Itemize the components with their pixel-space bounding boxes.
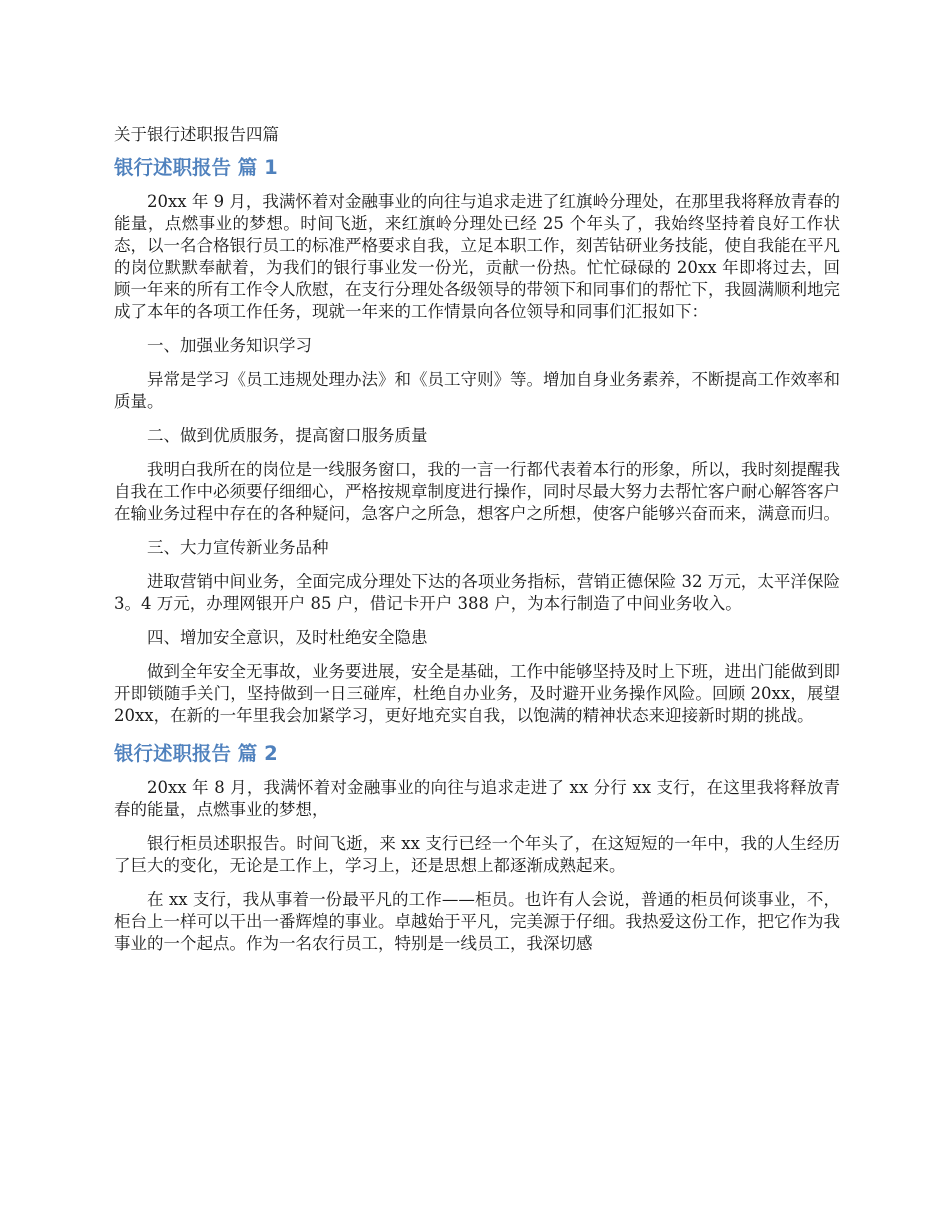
document-title: 关于银行述职报告四篇 [114,125,279,144]
document-content [114,124,840,967]
section-heading-1: 银行述职报告 篇 1 [114,156,278,179]
section-heading-2: 银行述职报告 篇 2 [114,742,278,765]
paragraph: 20xx 年 8 月，我满怀着对金融事业的向往与追求走进了 xx 分行 xx 支行，在这里我将释放青春的能量，点燃事业的梦想， [114,778,840,819]
paragraph: 异常是学习《员工违规处理办法》和《员工守则》等。增加自身业务素养，不断提高工作效率和质量。 [114,370,840,411]
paragraph: 做到全年安全无事故，业务要进展，安全是基础，工作中能够坚持及时上下班，进出门能做到即开即锁随手关门，坚持做到一日三碰库，杜绝自办业务，及时避开业务操作风险。回顾 20xx，展望 20xx，在新的一年里我会加紧学习，更好地充实自我，以饱满的精神状态来迎接新时期的挑战。 [114,662,840,725]
paragraph: 20xx 年 9 月，我满怀着对金融事业的向往与追求走进了红旗岭分理处，在那里我将释放青春的能量，点燃事业的梦想。时间飞逝，来红旗岭分理处已经 25 个年头了，我始终坚持着良好工作状态，以一名合格银行员工的标准严格要求自我，立足本职工作，刻苦钻研业务技能，使自我能在平凡的岗位默默奉献着，为我们的银行事业发一份光，贡献一份热。忙忙碌碌的 20xx 年即将过去，回顾一年来的所有工作令人欣慰，在支行分理处各级领导的带领下和同事们的帮忙下，我圆满顺利地完成了本年的各项工作任务，现就一年来的工作情景向各位领导和同事们汇报如下： [114,192,840,321]
subheading: 一、加强业务知识学习 [147,336,312,355]
paragraph: 进取营销中间业务，全面完成分理处下达的各项业务指标，营销正德保险 32 万元，太平洋保险 3。4 万元，办理网银开户 85 户，借记卡开户 388 户，为本行制造了中间业务收入。 [114,572,840,613]
paragraph: 我明白我所在的岗位是一线服务窗口，我的一言一行都代表着本行的形象，所以，我时刻提醒我自我在工作中必须要仔细细心，严格按规章制度进行操作，同时尽最大努力去帮忙客户耐心解答客户在输业务过程中存在的各种疑问，急客户之所急，想客户之所想，使客户能够兴奋而来，满意而归。 [114,460,840,523]
paragraph: 银行柜员述职报告。时间飞逝，来 xx 支行已经一个年头了，在这短短的一年中，我的人生经历了巨大的变化，无论是工作上，学习上，还是思想上都逐渐成熟起来。 [114,834,840,875]
subheading: 四、增加安全意识，及时杜绝安全隐患 [147,628,428,647]
paragraph: 在 xx 支行，我从事着一份最平凡的工作——柜员。也许有人会说，普通的柜员何谈事业，不，柜台上一样可以干出一番辉煌的事业。卓越始于平凡，完美源于仔细。我热爱这份工作，把它作为我事业的一个起点。作为一名农行员工，特别是一线员工，我深切感 [114,890,840,953]
subheading: 二、做到优质服务，提高窗口服务质量 [147,426,428,445]
report-section-1 [114,155,840,727]
subheading: 三、大力宣传新业务品种 [147,538,329,557]
report-section-2 [114,741,840,955]
